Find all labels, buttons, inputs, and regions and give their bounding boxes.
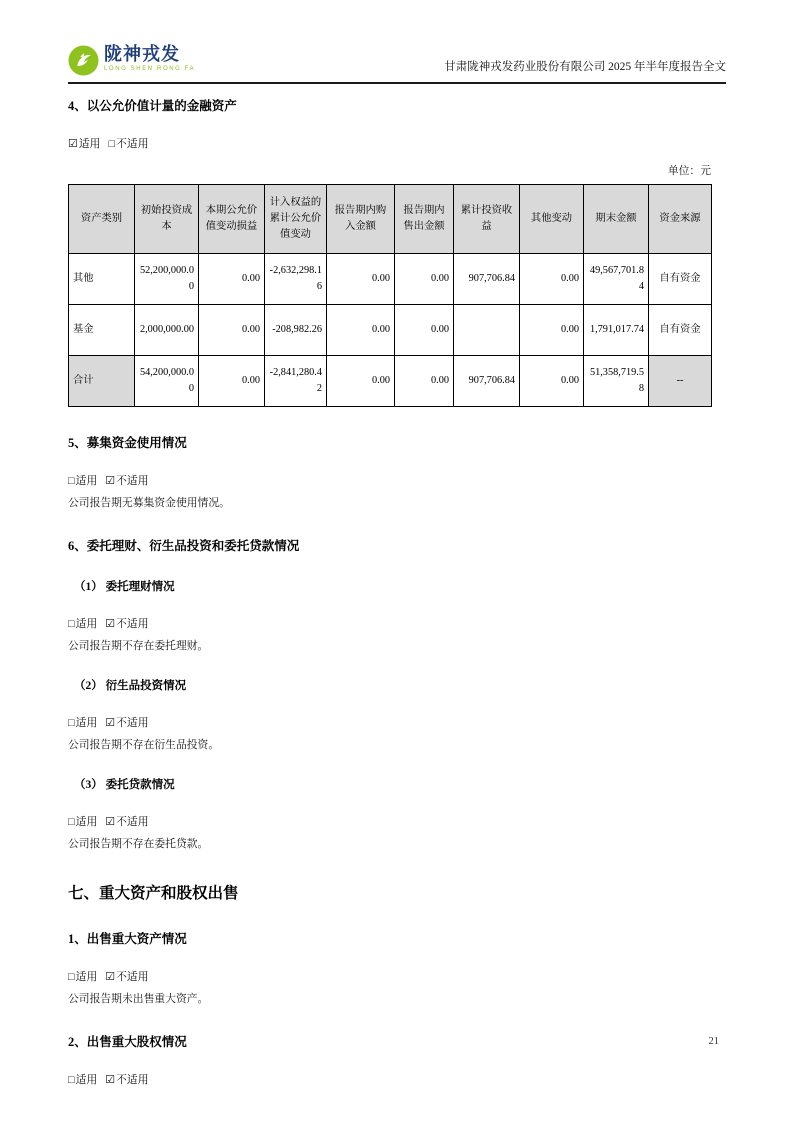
table-header-cell: 资产类别: [69, 185, 135, 254]
table-cell: 自有资金: [649, 254, 712, 305]
table-header-cell: 计入权益的累计公允价值变动: [265, 185, 327, 254]
section6-sub2-title: （2） 衍生品投资情况: [74, 680, 187, 692]
section7-sub1-title: 1、出售重大资产情况: [68, 932, 187, 946]
section6-title: 6、委托理财、衍生品投资和委托贷款情况: [68, 539, 300, 553]
section7-sub1-note: 公司报告期未出售重大资产。: [68, 993, 209, 1005]
table-cell: --: [649, 356, 712, 407]
applicable-checkbox-icon: □: [68, 618, 75, 630]
table-cell: -208,982.26: [265, 305, 327, 356]
not-applicable-label: 不适用: [116, 971, 149, 983]
table-header-row: [69, 185, 712, 254]
section6-sub2-applicability: [68, 715, 726, 730]
not-applicable-label: 不适用: [116, 138, 149, 150]
table-cell: 0.00: [327, 305, 395, 356]
applicable-label: 适用: [75, 475, 98, 487]
section5-title: 5、募集资金使用情况: [68, 436, 187, 450]
not-applicable-label: 不适用: [116, 1074, 149, 1086]
not-applicable-label: 不适用: [116, 717, 149, 729]
table-cell: 0.00: [520, 305, 584, 356]
applicable-checkbox-icon: □: [68, 717, 75, 729]
unit-label: 单位：元: [667, 165, 711, 177]
table-header-cell: 累计投资收益: [454, 185, 520, 254]
table-header-cell: 初始投资成本: [135, 185, 199, 254]
section5-applicability: [68, 473, 726, 488]
table-cell: 0.00: [327, 356, 395, 407]
table-header-cell: 报告期内售出金额: [395, 185, 454, 254]
section6-sub3-title: （3） 委托贷款情况: [74, 779, 175, 791]
table-cell: 0.00: [199, 254, 265, 305]
table-header-cell: 期末金额: [584, 185, 649, 254]
not-applicable-checkbox-icon: □: [108, 138, 116, 150]
table-row-total: [69, 356, 712, 407]
page-header: [68, 45, 726, 76]
table-header-cell: 其他变动: [520, 185, 584, 254]
page-number: 21: [708, 1036, 719, 1047]
table-cell: -2,632,298.16: [265, 254, 327, 305]
applicable-checkbox-icon: □: [68, 816, 75, 828]
applicable-checkbox-icon: ☑: [68, 138, 78, 150]
table-cell: 0.00: [395, 356, 454, 407]
applicable-label: 适用: [75, 1074, 98, 1086]
logo-name-en: LONG SHEN RONG FA: [104, 66, 196, 72]
section7-sub2-title: 2、出售重大股权情况: [68, 1035, 187, 1049]
table-cell: 51,358,719.58: [584, 356, 649, 407]
table-cell: 其他: [69, 254, 135, 305]
table-header-cell: 报告期内购入金额: [327, 185, 395, 254]
section7-sub1-applicability: [68, 969, 726, 984]
table-cell: 907,706.84: [454, 356, 520, 407]
header-rule: [68, 82, 726, 84]
not-applicable-label: 不适用: [116, 475, 149, 487]
applicable-label: 适用: [75, 971, 98, 983]
table-row-fund: [69, 305, 712, 356]
section6-sub1-title: （1） 委托理财情况: [74, 581, 175, 593]
table-cell: 自有资金: [649, 305, 712, 356]
applicable-label: 适用: [75, 816, 98, 828]
table-cell: [454, 305, 520, 356]
table-cell: 0.00: [199, 356, 265, 407]
table-cell: 基金: [69, 305, 135, 356]
table-cell: 1,791,017.74: [584, 305, 649, 356]
table-cell: 0.00: [520, 356, 584, 407]
not-applicable-checkbox-icon: ☑: [105, 618, 116, 630]
table-cell: 0.00: [199, 305, 265, 356]
applicable-label: 适用: [75, 717, 98, 729]
logo-icon: [68, 45, 99, 76]
not-applicable-label: 不适用: [116, 618, 149, 630]
not-applicable-checkbox-icon: ☑: [105, 475, 116, 487]
not-applicable-checkbox-icon: ☑: [105, 1074, 116, 1086]
section6-sub3-applicability: [68, 814, 726, 829]
table-header-cell: 本期公允价值变动损益: [199, 185, 265, 254]
table-cell: 0.00: [395, 254, 454, 305]
section6-sub1-note: 公司报告期不存在委托理财。: [68, 640, 209, 652]
section7-title: 七、重大资产和股权出售: [68, 885, 239, 902]
table-cell: 49,567,701.84: [584, 254, 649, 305]
table-header-cell: 资金来源: [649, 185, 712, 254]
not-applicable-checkbox-icon: ☑: [105, 717, 116, 729]
section6-sub1-applicability: [68, 616, 726, 631]
table-cell: 0.00: [327, 254, 395, 305]
section7-sub2-applicability: [68, 1072, 726, 1087]
company-logo: [68, 45, 195, 76]
section4-title: 4、以公允价值计量的金融资产: [68, 99, 237, 113]
section5-note: 公司报告期无募集资金使用情况。: [68, 497, 230, 509]
table-cell: 0.00: [395, 305, 454, 356]
financial-assets-table: [68, 184, 712, 407]
table-cell: 0.00: [520, 254, 584, 305]
section6-sub3-note: 公司报告期不存在委托贷款。: [68, 838, 209, 850]
table-cell: 52,200,000.00: [135, 254, 199, 305]
report-title: 甘肃陇神戎发药业股份有限公司 2025 年半年度报告全文: [444, 60, 726, 73]
not-applicable-checkbox-icon: ☑: [105, 971, 116, 983]
applicable-label: 适用: [75, 618, 98, 630]
not-applicable-label: 不适用: [116, 816, 149, 828]
table-row-other: [69, 254, 712, 305]
applicable-checkbox-icon: □: [68, 1074, 75, 1086]
not-applicable-checkbox-icon: ☑: [105, 816, 116, 828]
applicable-checkbox-icon: □: [68, 475, 75, 487]
table-cell: -2,841,280.42: [265, 356, 327, 407]
section6-sub2-note: 公司报告期不存在衍生品投资。: [68, 739, 220, 751]
applicable-label: 适用: [78, 138, 101, 150]
table-cell: 907,706.84: [454, 254, 520, 305]
table-cell: 合计: [69, 356, 135, 407]
applicable-checkbox-icon: □: [68, 971, 75, 983]
table-cell: 2,000,000.00: [135, 305, 199, 356]
table-cell: 54,200,000.00: [135, 356, 199, 407]
section4-applicability: [68, 136, 726, 151]
logo-name-cn: 陇神戎发: [104, 44, 180, 64]
logo-text: [104, 45, 195, 72]
